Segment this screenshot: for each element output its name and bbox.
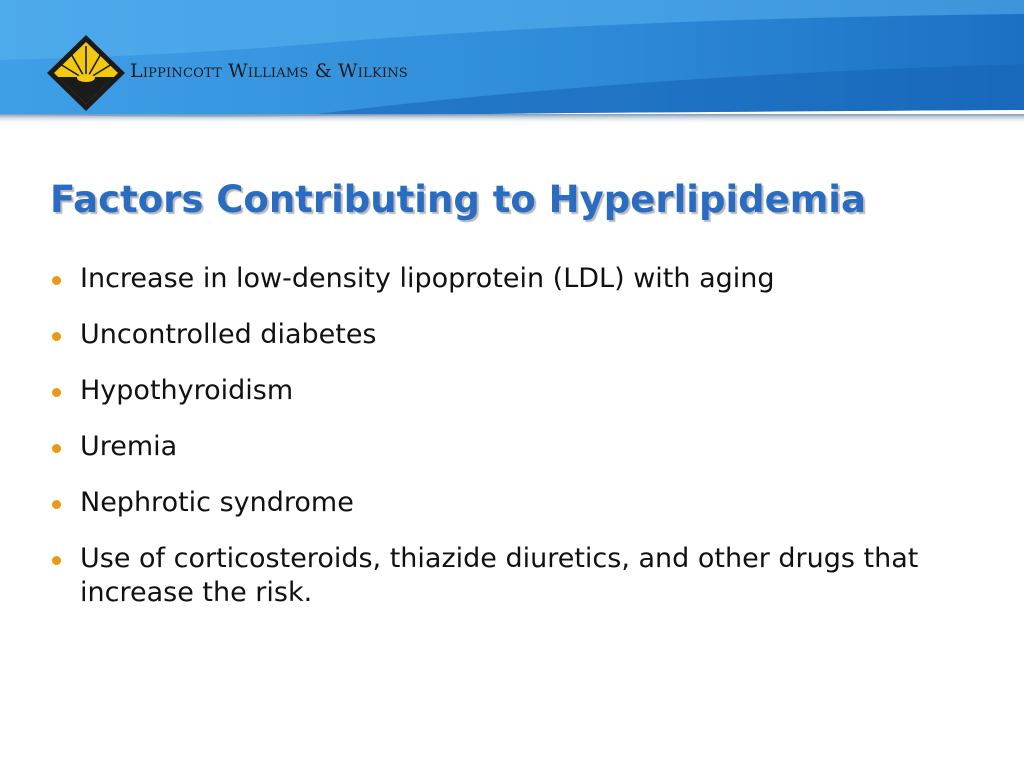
list-item-text: Uncontrolled diabetes bbox=[80, 319, 377, 350]
bullet-icon bbox=[52, 556, 61, 565]
list-item-text: Nephrotic syndrome bbox=[80, 487, 354, 518]
header-banner bbox=[0, 0, 1024, 140]
slide-title: Factors Contributing to Hyperlipidemia bbox=[50, 178, 866, 221]
publisher-name: Lippincott Williams & Wilkins bbox=[130, 60, 408, 82]
sunburst-logo-icon bbox=[46, 34, 126, 112]
list-item bbox=[50, 318, 1000, 352]
bullet-icon bbox=[52, 276, 61, 285]
list-item bbox=[50, 542, 1000, 610]
bullet-icon bbox=[52, 388, 61, 397]
list-item bbox=[50, 430, 1000, 464]
list-item bbox=[50, 486, 1000, 520]
list-item-text: Increase in low-density lipoprotein (LDL) with aging bbox=[80, 263, 775, 294]
list-item bbox=[50, 262, 1000, 296]
list-item bbox=[50, 374, 1000, 408]
list-item-text: Use of corticosteroids, thiazide diuretics, and other drugs that increase the risk. bbox=[80, 543, 919, 608]
bullet-icon bbox=[52, 444, 61, 453]
bullet-list bbox=[50, 262, 1000, 632]
bullet-icon bbox=[52, 500, 61, 509]
bullet-icon bbox=[52, 332, 61, 341]
list-item-text: Hypothyroidism bbox=[80, 375, 294, 406]
list-item-text: Uremia bbox=[80, 431, 178, 462]
